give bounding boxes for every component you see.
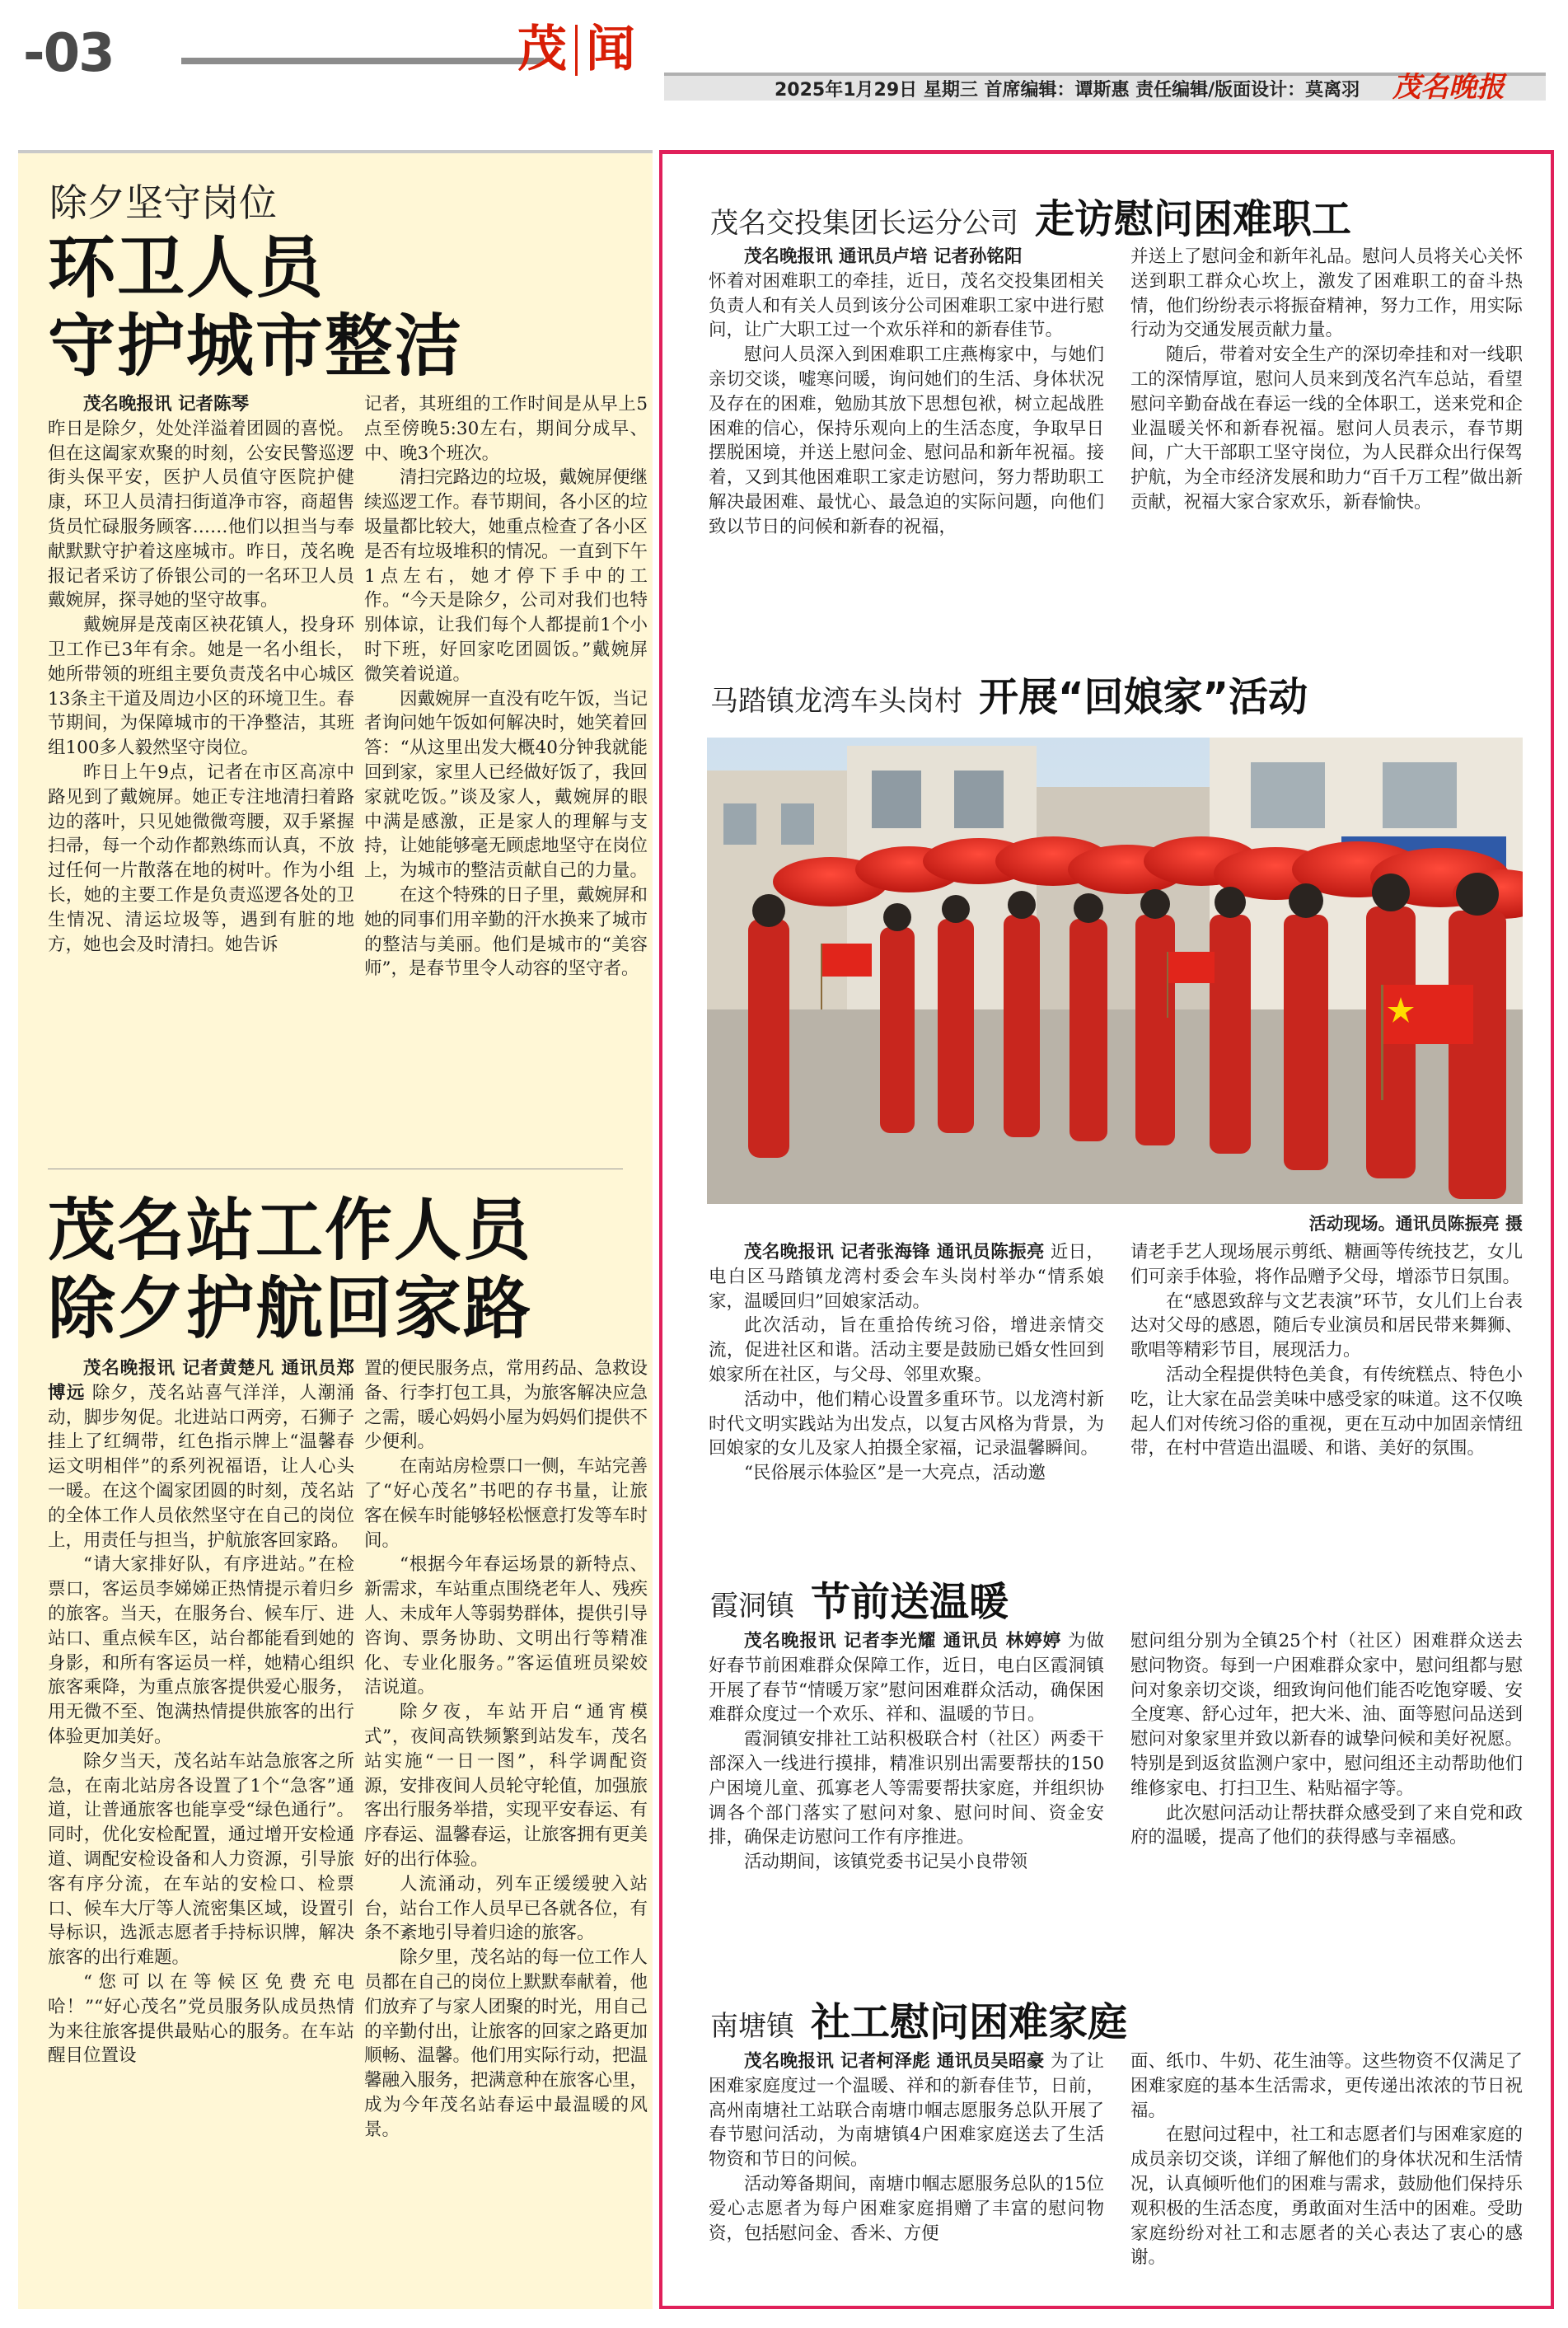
article4-lead: 近日，电白区马踏镇龙湾村委会车头岗村举办“情系娘家，温暖回归”回娘家活动。 bbox=[709, 1242, 1104, 1312]
article5-para bbox=[709, 1629, 1104, 1727]
article3-column-1 bbox=[709, 245, 1104, 540]
article6-column-2 bbox=[1130, 2049, 1523, 2270]
article4-column-2 bbox=[1130, 1240, 1523, 1461]
article1-para: 昨日是除夕，处处洋溢着团圆的喜悦。但在这阖家欢聚的时刻，公安民警巡逻街头保平安，医护人员值守医院护健康，环卫人员清扫街道净市容，商超售货员忙碌服务顾客……他们以担当与奉献默默守护着这座城市。昨日，茂名晚报记者采访了侨银公司的一名环卫人员戴婉屏，探寻她的坚守故事。 bbox=[48, 418, 354, 611]
section-logo bbox=[517, 21, 635, 78]
page-number: -03 bbox=[23, 23, 114, 84]
article3-title: 走访慰问困难职工 bbox=[1035, 196, 1352, 242]
photo-caption: 活动现场。通讯员陈振亮 摄 bbox=[1308, 1214, 1523, 1234]
article6-para: 活动筹备期间，南塘巾帼志愿服务总队的15位爱心志愿者为每户困难家庭捐赠了丰富的慰问物资，包括慰问金、香米、方便 bbox=[709, 2173, 1104, 2244]
article6-kicker: 南塘镇 bbox=[710, 2010, 794, 2043]
article4-para: 活动全程提供特色美食，有传统糕点、特色小吃，让大家在品尝美味中感受家的味道。这不仅唤起人们对传统习俗的重视，更在互动中加固亲情纽带，在村中营造出温暖、和谐、美好的氛围。 bbox=[1130, 1364, 1523, 1459]
article5-para: 慰问组分别为全镇25个村（社区）困难群众送去慰问物资。每到一户困难群众家中，慰问组都与慰问对象亲切交谈，细致询问他们能否吃饱穿暖、安全度寒、舒心过年，把大米、油、面等慰问品送到慰问对象家里并致以新春的诚挚问候和美好祝愿。特别是到返贫监测户家中，慰问组还主动帮助他们维修家电、打扫卫生、粘贴福字等。 bbox=[1130, 1631, 1523, 1799]
article5-column-1 bbox=[709, 1629, 1104, 1875]
article2-title-line2: 除夕护航回家路 bbox=[48, 1270, 533, 1349]
article3-para: 怀着对困难职工的牵挂，近日，茂名交投集团相关负责人和有关人员到该分公司困难职工家中进行慰问，让广大职工过一个欢乐祥和的新春佳节。 bbox=[709, 270, 1104, 341]
article6-byline: 茂名晚报讯 记者柯泽彪 通讯员吴昭豪 bbox=[744, 2051, 1045, 2072]
header-rule bbox=[181, 58, 544, 64]
article3-byline-para bbox=[709, 245, 1104, 269]
article4-para: 活动中，他们精心设置多重环节。以龙湾村新时代文明实践站为出发点，以复古风格为背景，为回娘家的女儿及家人拍摄全家福，记录温馨瞬间。 bbox=[709, 1389, 1104, 1459]
article5-title: 节前送温暖 bbox=[811, 1579, 1009, 1625]
article4-heading bbox=[710, 665, 1308, 722]
article6-para: 在慰问过程中，社工和志愿者们与困难家庭的成员亲切交谈，详细了解他们的身体状况和生活情况，认真倾听他们的困难与需求，鼓励他们保持乐观积极的生活态度，勇敢面对生活中的困难。受助家庭纷纷对社工和志愿者的关心表达了衷心的感谢。 bbox=[1130, 2124, 1523, 2269]
article3-heading bbox=[710, 187, 1351, 244]
article2-para: 人流涌动，列车正缓缓驶入站台，站台工作人员早已各就各位，有条不紊地引导着归途的旅客。 bbox=[364, 1873, 648, 1944]
article2-para: “请大家排好队，有序进站。”在检票口，客运员李娣娣正热情提示着归乡的旅客。当天，在服务台、候车厅、进站口、重点候车区，站台都能看到她的身影，和所有客运员一样，她精心组织旅客乘降，为重点旅客提供爱心服务，用无微不至、饱满热情提供旅客的出行体验更加美好。 bbox=[48, 1554, 354, 1747]
article2-lead: 除夕，茂名站喜气洋洋，人潮涌动，脚步匆促。北进站口两旁，石狮子挂上了红绸带，红色指示牌上“温馨春运文明相伴”的系列祝福语，让人心头一暖。在这个阖家团圆的时刻，茂名站的全体工作人员依然坚守在自己的岗位上，用责任与担当，护航旅客回家路。 bbox=[48, 1382, 354, 1551]
article1-kicker: 除夕坚守岗位 bbox=[49, 180, 277, 225]
newspaper-brand: 茂名晚报 bbox=[1392, 71, 1505, 104]
article1-title-line1: 环卫人员 bbox=[48, 229, 325, 307]
article6-heading bbox=[710, 1990, 1127, 2047]
article2-column-1 bbox=[48, 1356, 354, 2068]
event-photo bbox=[707, 738, 1523, 1204]
article4-para bbox=[709, 1240, 1104, 1314]
article1-para: 记者，其班组的工作时间是从早上5点至傍晚5:30左右，期间分成早、中、晚3个班次。 bbox=[364, 394, 648, 464]
article6-para: 面、纸巾、牛奶、花生油等。这些物资不仅满足了困难家庭的基本生活需求，更传递出浓浓的节日祝福。 bbox=[1130, 2051, 1523, 2121]
article1-para: 清扫完路边的垃圾，戴婉屏便继续巡逻工作。春节期间，各小区的垃圾量都比较大，她重点检查了各小区是否有垃圾堆积的情况。一直到下午1点左右，她才停下手中的工作。“今天是除夕，公司对我们也特别体谅，让我们每个人都提前1个小时下班，好回家吃团圆饭。”戴婉屏微笑着说道。 bbox=[364, 467, 648, 685]
article2-column-2 bbox=[364, 1356, 648, 2143]
article3-byline: 茂名晚报讯 通讯员卢培 记者孙铭阳 bbox=[744, 246, 1023, 267]
article1-para: 戴婉屏是茂南区袂花镇人，投身环卫工作已3年有余。她是一名小组长，她所带领的班组主要负责茂名中心城区13条主干道及周边小区的环境卫生。春节期间，为保障城市的干净整洁，其班组100多人毅然坚守岗位。 bbox=[48, 615, 354, 759]
article4-byline: 茂名晚报讯 记者张海锋 通讯员陈振亮 bbox=[744, 1242, 1045, 1262]
article2-para: 置的便民服务点，常用药品、急救设备、行李打包工具，为旅客解决应急之需，暖心妈妈小屋为妈妈们提供不少便利。 bbox=[364, 1358, 648, 1453]
article2-para: 在南站房检票口一侧，车站完善了“好心茂名”书吧的存书量，让旅客在候车时能够轻松惬意打发等车时间。 bbox=[364, 1456, 648, 1551]
article1-para: 在这个特殊的日子里，戴婉屏和她的同事们用辛勤的汗水换来了城市的整洁与美丽。他们是城市的“美容师”，是春节里令人动容的坚守者。 bbox=[364, 884, 648, 980]
article2-para: “根据今年春运场景的新特点、新需求，车站重点围绕老年人、残疾人、未成年人等弱势群体，提供引导咨询、票务协助、文明出行等精准化、专业化服务。”客运值班员梁姣洁说道。 bbox=[364, 1554, 648, 1698]
article1-title-line2: 守护城市整洁 bbox=[48, 307, 464, 386]
article3-para: 随后，带着对安全生产的深切牵挂和对一线职工的深情厚谊，慰问人员来到茂名汽车总站，看望慰问辛勤奋战在春运一线的全体职工，送来党和企业温暖关怀和新春祝福。慰问人员表示，春节期间，广大干部职工坚守岗位，为人民群众出行保驾护航，为全市经济发展和助力“百千万工程”做出新贡献，祝福大家合家欢乐，新春愉快。 bbox=[1130, 344, 1523, 513]
article4-kicker: 马踏镇龙湾车头岗村 bbox=[710, 685, 962, 718]
article3-para: 慰问人员深入到困难职工庄燕梅家中，与她们亲切交谈，嘘寒问暖，询问她们的生活、身体状况及存在的困难，勉励其放下思想包袱，树立起战胜困难的信心，保持乐观向上的生活态度，争取早日摆脱困境，并送上慰问金、慰问品和新年祝福。接着，又到其他困难职工家走访慰问，努力帮助职工解决最困难、最忧心、最急迫的实际问题，向他们致以节日的问候和新春的祝福， bbox=[709, 344, 1104, 537]
article2-title-line1: 茂名站工作人员 bbox=[48, 1192, 533, 1270]
article5-column-2 bbox=[1130, 1629, 1523, 1850]
article5-para: 此次慰问活动让帮扶群众感受到了来自党和政府的温暖，提高了他们的获得感与幸福感。 bbox=[1130, 1802, 1523, 1848]
article2-para: “您可以在等候区免费充电哈！”“好心茂名”党员服务队成员热情为来往旅客提供最贴心的服务。在车站醒目位置设 bbox=[48, 1971, 354, 2067]
article2-title bbox=[48, 1192, 532, 1348]
article4-para: 在“感恩致辞与文艺表演”环节，女儿们上台表达对父母的感恩，随后专业演员和居民带来舞狮、歌唱等精彩节目，展现活力。 bbox=[1130, 1290, 1523, 1361]
article4-para: 此次活动，旨在重拾传统习俗，增进亲情交流，促进社区和谐。活动主要是鼓励已婚女性回到娘家所在社区，与父母、邻里欢聚。 bbox=[709, 1315, 1104, 1385]
article3-kicker: 茂名交投集团长运分公司 bbox=[710, 207, 1018, 240]
article2-para bbox=[48, 1356, 354, 1553]
article4-title: 开展“回娘家”活动 bbox=[979, 674, 1308, 720]
article2-para: 除夕夜，车站开启“通宵模式”，夜间高铁频繁到站发车，茂名站实施“一日一图”，科学调配资源，安排夜间人员轮守轮值，加强旅客出行服务举措，实现平安春运、有序春运、温馨春运，让旅客拥有更美好的出行体验。 bbox=[364, 1702, 648, 1870]
article6-title: 社工慰问困难家庭 bbox=[811, 1999, 1128, 2045]
article5-lead: 为做好春节前困难群众保障工作，近日，电白区霞洞镇开展了春节“情暖万家”慰问困难群众活动，确保困难群众度过一个欢乐、祥和、温暖的节日。 bbox=[709, 1631, 1104, 1726]
article5-heading bbox=[710, 1570, 1009, 1627]
article2-byline: 茂名晚报讯 记者黄楚凡 通讯员郑博远 bbox=[48, 1358, 354, 1403]
section-char-1: 茂 bbox=[517, 21, 567, 78]
article1-byline: 茂名晚报讯 记者陈琴 bbox=[83, 394, 249, 415]
article1-column-2 bbox=[364, 392, 648, 981]
article4-para: 请老手艺人现场展示剪纸、糖画等传统技艺，女儿们可亲手体验，将作品赠予父母，增添节日氛围。 bbox=[1130, 1242, 1523, 1287]
article3-para: 并送上了慰问金和新年礼品。慰问人员将关心关怀送到职工群众心坎上，激发了困难职工的奋斗热情，他们纷纷表示将振奋精神，努力工作，用实际行动为交通发展贡献力量。 bbox=[1130, 246, 1523, 341]
article5-kicker: 霞洞镇 bbox=[710, 1590, 794, 1623]
article1-title bbox=[48, 229, 463, 386]
article6-para bbox=[709, 2049, 1104, 2172]
article5-para: 活动期间，该镇党委书记吴小良带领 bbox=[744, 1852, 1028, 1873]
article6-lead: 为了让困难家庭度过一个温暖、祥和的新春佳节，日前，高州南塘社工站联合南塘巾帼志愿服务总队开展了春节慰问活动，为南塘镇4户困难家庭送去了生活物资和节日的问候。 bbox=[709, 2051, 1104, 2171]
article3-column-2 bbox=[1130, 245, 1523, 515]
right-panel bbox=[659, 150, 1554, 2309]
event-photo-graphic bbox=[707, 738, 1523, 1204]
article5-byline: 茂名晚报讯 记者李光耀 通讯员 林婷婷 bbox=[744, 1631, 1062, 1651]
article2-para: 除夕当天，茂名站车站急旅客之所急，在南北站房各设置了1个“急客”通道，让普通旅客也能享受“绿色通行”。同时，优化安检配置，通过增开安检通道、调配安检设备和人力资源，引导旅客有序分流，在车站的安检口、检票口、候车大厅等人流密集区域，设置引导标识，选派志愿者手持标识牌，解决旅客的出行难题。 bbox=[48, 1750, 354, 1969]
section-char-2: 闻 bbox=[586, 21, 635, 78]
article4-para: “民俗展示体验区”是一大亮点，活动邀 bbox=[744, 1463, 1046, 1484]
article1-byline-para bbox=[48, 392, 354, 417]
article4-column-1 bbox=[709, 1240, 1104, 1486]
date-line: 2025年1月29日 星期三 首席编辑：谭斯惠 责任编辑/版面设计：莫离羽 bbox=[775, 80, 1360, 101]
article1-para: 因戴婉屏一直没有吃午饭，当记者询问她午饭如何解决时，她笑着回答：“从这里出发大概40分钟我就能回到家，家里人已经做好饭了，我回家就吃饭。”谈及家人，戴婉屏的眼中满是感激，正是家人的理解与支持，让她能够毫无顾虑地坚守在岗位上，为城市的整洁贡献自己的力量。 bbox=[364, 688, 648, 882]
article1-para: 昨日上午9点，记者在市区高凉中路见到了戴婉屏。她正专注地清扫着路边的落叶，只见她微微弯腰，双手紧握扫帚，每一个动作都熟练而认真，不放过任何一片散落在地的树叶。作为小组长，她的主要工作是负责巡逻各处的卫生情况、清运垃圾等，遇到有脏的地方，她也会及时清扫。她告诉 bbox=[48, 761, 354, 955]
left-panel bbox=[18, 150, 653, 2309]
section-logo-divider bbox=[575, 25, 578, 76]
article6-column-1 bbox=[709, 2049, 1104, 2246]
article5-para: 霞洞镇安排社工站积极联合村（社区）两委干部深入一线进行摸排，精准识别出需要帮扶的150户困境儿童、孤寡老人等需要帮扶家庭，并组织协调各个部门落实了慰问对象、慰问时间、资金安排，确保走访慰问工作有序推进。 bbox=[709, 1729, 1104, 1848]
article1-column-1 bbox=[48, 392, 354, 957]
article2-para: 除夕里，茂名站的每一位工作人员都在自己的岗位上默默奉献着，他们放弃了与家人团聚的时光，用自己的辛勤付出，让旅客的回家之路更加顺畅、温馨。他们用实际行动，把温馨融入服务，把满意种在旅客心里，成为今年茂名站春运中最温暖的风景。 bbox=[364, 1947, 648, 2140]
